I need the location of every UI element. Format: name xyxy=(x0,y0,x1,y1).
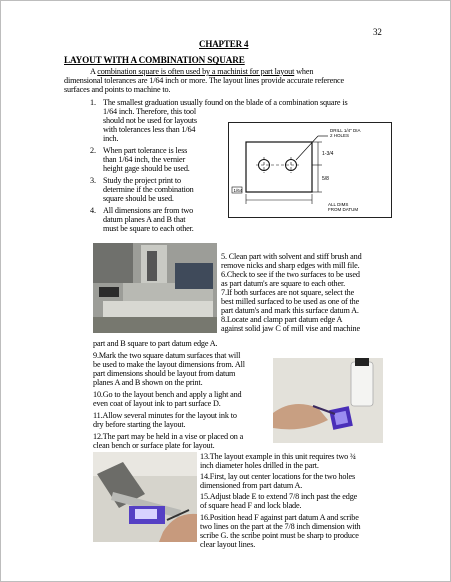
list-item-line: must be square to each other. xyxy=(103,224,194,233)
step-line: 10.Go to the layout bench and apply a light and xyxy=(93,390,242,399)
step-line: scribe G. the scribe point must be sharp to produce xyxy=(200,531,359,540)
step-line: remove nicks and sharp edges with mill file. xyxy=(221,261,360,270)
step-line: part and B square to part datum edge A. xyxy=(93,339,218,348)
intro-text: A xyxy=(90,67,98,76)
intro-line-3: surfaces and points to machine to. xyxy=(64,85,171,94)
list-item-line: height gage should be used. xyxy=(103,164,190,173)
step-line: 16.Position head F against part datum A and scribe xyxy=(200,513,359,522)
step-line: clear layout lines. xyxy=(200,540,256,549)
dimension-label: 1-3/4 xyxy=(322,151,334,157)
step-line: dry before starting the layout. xyxy=(93,420,186,429)
drawing-note: ALL DIMS FROM DATUM xyxy=(328,202,359,212)
list-item-line: 1/64 inch. Therefore, this tool xyxy=(103,107,196,116)
list-item: 1. The smallest graduation usually found on the blade of a combination square is xyxy=(90,98,348,107)
list-item: 2. When part tolerance is less xyxy=(90,146,188,155)
step-line: clean bench or surface plate for layout. xyxy=(93,441,215,450)
layout-ink-photo xyxy=(273,358,383,443)
step-line: as part datum's are square to each other. xyxy=(221,279,345,288)
intro-line-1 xyxy=(90,67,313,76)
step-line: 12.The part may be held in a vise or placed on a xyxy=(93,432,244,441)
step-line: 7.If both surfaces are not square, select the xyxy=(221,288,355,297)
list-item-line: determine if the combination xyxy=(103,185,194,194)
step-line: inch diameter holes drilled in the part. xyxy=(200,461,319,470)
chapter-heading: CHAPTER 4 xyxy=(199,39,249,49)
step-line: be used to make the layout dimensions from. All xyxy=(93,360,245,369)
intro-underlined-text: combination square is often used by a machinist for part layout xyxy=(97,67,295,76)
step-line: part dimensions should be layout from datum xyxy=(93,369,236,378)
step-line: 9.Mark the two square datum surfaces that will xyxy=(93,351,241,360)
list-item-line: with tolerances less than 1/64 xyxy=(103,125,196,134)
list-item-line: square should be used. xyxy=(103,194,174,203)
step-line: 13.The layout example in this unit requires two ¾ xyxy=(200,452,356,461)
milling-machine-photo xyxy=(93,243,217,333)
list-item-line: should not be used for layouts xyxy=(103,116,197,125)
part-drawing xyxy=(228,122,392,218)
step-line: 5. Clean part with solvent and stiff brush and xyxy=(221,252,362,261)
step-line: best milled surfaced to be used as one of the xyxy=(221,297,360,306)
drawing-note: DRILL 1/4" DIA 2 HOLES xyxy=(330,128,361,138)
intro-text: when xyxy=(294,67,314,76)
step-line: 14.First, lay out center locations for the two holes xyxy=(200,472,356,481)
step-line: even coat of layout ink to part surface D. xyxy=(93,399,221,408)
step-line: part datum's and mark this surface datum A. xyxy=(221,306,359,315)
list-item-line: datum planes A and B that xyxy=(103,215,186,224)
datum-label: 1/64 xyxy=(233,188,243,193)
intro-line-2: dimensional tolerances are 1/64 inch or more. The layout lines provide accurate reference xyxy=(64,76,344,85)
page-number: 32 xyxy=(373,27,382,37)
step-line: against solid jaw C of mill vise and machine xyxy=(221,324,360,333)
step-line: 11.Allow several minutes for the layout ink to xyxy=(93,411,237,420)
combination-square-photo xyxy=(93,452,197,542)
list-item: 4. All dimensions are from two xyxy=(90,206,194,215)
step-line: 6.Check to see if the two surfaces to be used xyxy=(221,270,360,279)
list-item-line: inch. xyxy=(103,134,119,143)
step-line: of square head F and lock blade. xyxy=(200,501,302,510)
dimension-label: 5/8 xyxy=(322,176,329,182)
step-line: 15.Adjust blade E to extend 7/8 inch past the edge xyxy=(200,492,358,501)
step-line: 8.Locate and clamp part datum edge A xyxy=(221,315,343,324)
step-line: two lines on the part at the 7/8 inch dimension with xyxy=(200,522,361,531)
step-line: planes A and B shown on the print. xyxy=(93,378,203,387)
step-line: dimensioned from part datum A. xyxy=(200,481,303,490)
list-item: 3. Study the project print to xyxy=(90,176,181,185)
list-item-line: than 1/64 inch, the vernier xyxy=(103,155,186,164)
section-title: LAYOUT WITH A COMBINATION SQUARE xyxy=(64,55,245,65)
